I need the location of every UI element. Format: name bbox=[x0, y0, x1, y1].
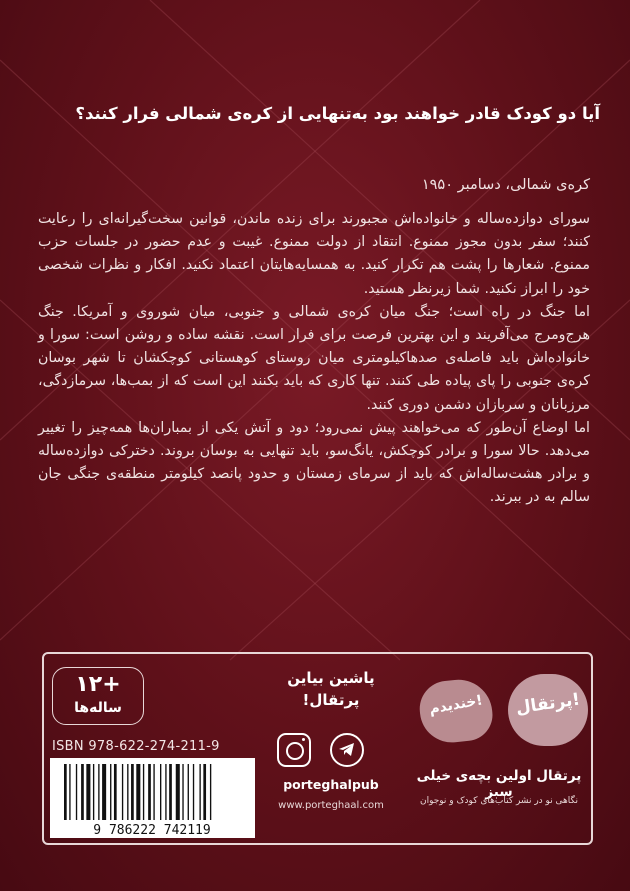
porteghal-logo-text: پرتقال! bbox=[514, 689, 582, 719]
instagram-icon[interactable] bbox=[277, 733, 311, 767]
synopsis-paragraph: سورای دوازده‌ساله و خانواده‌اش مجبورند برای زنده ماندن، قوانین سخت‌گیرانه‌ای را رعایت کنند؛ سفر بدون مجوز ممنوع. انتقاد از دولت ممنوع. غیبت و عدم حضور در جلسات حزب ممنوع. شعارها را پشت هم تکرار کنید. به همسایه‌هایتان اعتماد نکنید. افکار و نظرات شخصی خود را ابراز نکنید. شما زیرنظر هستید. bbox=[38, 211, 590, 297]
barcode-bar bbox=[131, 764, 134, 820]
barcode-bar bbox=[153, 764, 154, 820]
isbn-barcode bbox=[50, 758, 255, 838]
synopsis-paragraph: اما اوضاع آن‌طور که می‌خواهند پیش نمی‌رود؛ دود و آتش یکی از بمباران‌ها همه‌چیز را تغییر می‌دهد. حالا سورا و برادر کوچکش، یانگ‌سو، باید تنهایی به بوسان بروند. دخترکی دوازده‌ساله و برادر هشت‌ساله‌اش که باید از سرمای زمستان و حدود پانصد کیلومتر منطقه‌ی جنگی جان سالم به در ببرند. bbox=[38, 419, 590, 506]
barcode-bar bbox=[122, 764, 123, 820]
barcode-bar bbox=[69, 764, 70, 820]
back-cover-tagline: آیا دو کودک قادر خواهند بود به‌تنهایی از کره‌ی شمالی فرار کنند؟ bbox=[75, 104, 600, 123]
barcode-bar bbox=[110, 764, 111, 820]
isbn-number: ISBN 978-622-274-211-9 bbox=[52, 739, 220, 754]
barcode-bar bbox=[176, 764, 180, 820]
age-rating-label: ساله‌ها bbox=[74, 700, 122, 716]
social-heading-line1: پاشین بیاین bbox=[287, 669, 375, 687]
barcode-bar bbox=[114, 764, 117, 820]
publisher-subslogan: نگاهی نو در نشر کتاب‌های کودک و نوجوان bbox=[419, 796, 579, 806]
publisher-website[interactable]: www.porteghaal.com bbox=[278, 800, 384, 811]
barcode-digits: 9 786222 742119 bbox=[93, 823, 211, 838]
barcode-bar bbox=[86, 764, 90, 820]
barcode-bar bbox=[188, 764, 189, 820]
barcode-bar bbox=[102, 764, 106, 820]
barcode-bar bbox=[148, 764, 151, 820]
social-heading-line2: پرتقال! bbox=[302, 691, 360, 709]
barcode-bar bbox=[199, 764, 200, 820]
setting-dateline: کره‌ی شمالی، دسامبر ۱۹۵۰ bbox=[421, 177, 590, 193]
barcode-bar bbox=[93, 764, 94, 820]
barcode-bar bbox=[193, 764, 194, 820]
book-synopsis bbox=[38, 208, 590, 510]
barcode-bar bbox=[64, 764, 67, 820]
barcode-bar bbox=[182, 764, 183, 820]
social-heading bbox=[262, 667, 400, 711]
barcode-bar bbox=[165, 764, 166, 820]
age-rating-value: +۱۲ bbox=[75, 672, 121, 697]
synopsis-paragraph: اما جنگ در راه است؛ جنگ میان کره‌ی شمالی و جنوبی، میان شوروی و آمریکا. جنگ هرج‌ومرج می‌آفریند و این بهترین فرصت برای فرار است. نقشه ساده و روشن است: سورا و خانواده‌اش باید فاصله‌ی صدها‌کیلومتری میان روستای کوهستانی کوچکشان تا شهر بوسان کره‌ی جنوبی را پای پیاده طی کنند. تنها کاری که باید بکنند این است که از بمب‌ها، سرمازدگی، مرزبانان و سربازان دشمن دوری کنند. bbox=[38, 303, 590, 413]
barcode-bar bbox=[76, 764, 77, 820]
age-rating-badge bbox=[52, 667, 144, 725]
barcode-bar bbox=[143, 764, 144, 820]
barcode-bar bbox=[136, 764, 140, 820]
social-handle[interactable]: porteghalpub bbox=[283, 777, 379, 792]
barcode-bar bbox=[210, 764, 211, 820]
telegram-icon[interactable] bbox=[330, 733, 364, 767]
barcode-bar bbox=[81, 764, 84, 820]
barcode-bar bbox=[127, 764, 128, 820]
khandeh-logo-text: خندیدم! bbox=[428, 692, 484, 718]
barcode-bar bbox=[98, 764, 99, 820]
barcode-bar bbox=[160, 764, 161, 820]
publisher-slogan: پرتقال اولین بچه‌ی خیلی سبز bbox=[416, 768, 582, 800]
barcode-bar bbox=[203, 764, 206, 820]
barcode-bar bbox=[169, 764, 172, 820]
